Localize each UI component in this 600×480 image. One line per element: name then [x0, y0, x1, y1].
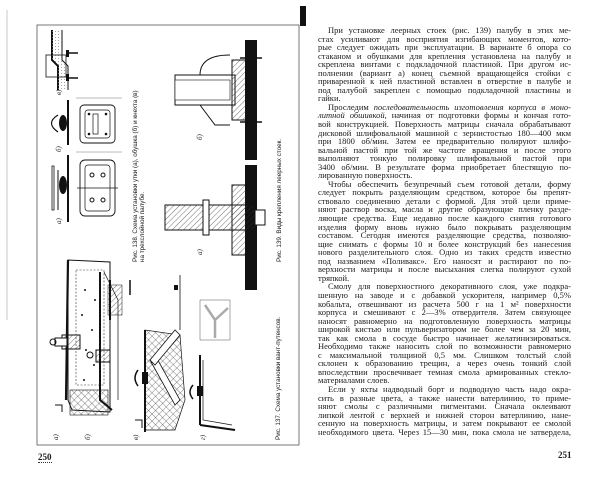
- italic-text: литной обшивкой: [318, 110, 385, 121]
- page-number-left: 250: [38, 452, 52, 462]
- text-line: Необходимо также наносить слой по возможности равномерно: [318, 341, 571, 352]
- fig139-variant-b: [175, 40, 262, 160]
- text-line: материалами слоев.: [318, 375, 390, 386]
- text-line: Если у яхты надводный борт и подводную часть надо окра-: [328, 383, 571, 394]
- fig137-caption: Рис. 137. Схема установки вант-путенсов.: [275, 316, 282, 440]
- text-line: так как смола в сосуде быстро начинает желатинизироваться.: [318, 332, 571, 343]
- text-segment: , начиная от подготовки формы и кончая гото-: [384, 110, 571, 121]
- fig138-variant-v: [46, 30, 78, 90]
- text-line: скреплена винтами с подкладочной пластиной. При другом ис-: [318, 59, 571, 70]
- text-line: следует покрыть разделяющим средством, которое бы препят-: [318, 187, 571, 198]
- text-line: стаканом и обушками для крепления установлена на палубу и: [318, 50, 571, 61]
- fig137-variant-g: [190, 355, 235, 430]
- text-line: сить в разные цвета, а также нанести ватерлинию, то приме-: [318, 392, 571, 403]
- text-segment: Проследим: [328, 101, 374, 112]
- text-line: 3400 об/мин. В результате форма приобретает блестящую по-: [318, 161, 571, 172]
- text-line: необходимого цвета. Через 15—30 мин, пока смола не затвердела,: [318, 426, 571, 437]
- fig138-label-v: в): [55, 89, 63, 95]
- text-line: наносят равномерно на подготовленную поверхность матрицы: [318, 315, 571, 326]
- text-line: нового разделительного слоя. Одно из таких средств известно: [318, 247, 571, 258]
- text-line: составом. Сегодня имеются разделяющие средства, позволяю-: [318, 230, 571, 241]
- fig137-label-a: а): [52, 434, 60, 440]
- text-line: с максимальной толщиной 0,5 мм. Слишком толстый слой: [318, 349, 571, 360]
- text-line: кобальта, отвешивают из расчета 500 г на 1 м² поверхности: [318, 298, 571, 309]
- text-line: рые следует ожидать при эксплуатации. В варианте б опора со: [318, 42, 571, 53]
- fig137-variant-v: [135, 330, 185, 432]
- text-line: няют раствор воска, масла и другие образующие пленку разде-: [318, 204, 571, 215]
- fig137-label-v: в): [132, 434, 140, 440]
- text-line: при 1800 об/мин. Затем ее предварительно полируют шлифо-: [318, 136, 571, 147]
- text-line: ляющие средства. Еще недавно после каждого снятия готового: [318, 213, 571, 224]
- text-line: корпуса и смешивают с 2—3% отвердителя. Затем связующее: [318, 307, 571, 318]
- italic-text: последовательность изготовления корпуса в моно-: [373, 101, 571, 112]
- text-line: шенную на заводе и с добавкой ускорителя, например 0,5%: [318, 289, 571, 300]
- fig137-detail: [108, 275, 230, 340]
- right-page: [300, 0, 600, 475]
- text-line: широкой кистью или пульверизатором не более чем за 20 мин,: [318, 324, 571, 335]
- text-line: гайки.: [318, 93, 341, 104]
- body-text: [318, 26, 571, 436]
- fig138-variant-a: [52, 155, 118, 222]
- text-line: впоследствии просвечивает темная смола армированных стекло-: [318, 366, 571, 377]
- text-line: вальной пастой при той же частоте вращения и после этого: [318, 144, 571, 155]
- spine-mark: [300, 6, 306, 26]
- text-line: При установке леерных стоек (рис. 139) палубу в этих ме-: [328, 25, 571, 35]
- text-line: дисковой шлифовальной машиной с зернистостью 180—400 мкм: [318, 127, 571, 138]
- fig139-caption: Рис. 139. Виды крепления леерных стоек.: [276, 138, 283, 262]
- fig138-label-a: а): [55, 218, 63, 224]
- text-line: ствовало соединению детали с формой. Для этой цели приме-: [318, 195, 571, 206]
- figure-139: [165, 40, 283, 290]
- text-line: Чтобы обеспечить безупречный съем готовой детали, форму: [328, 178, 571, 189]
- fig139-label-a: а): [196, 249, 204, 255]
- fig139-label-b: б): [196, 134, 204, 140]
- text-line: вой конструкцией. Поверхность матрицы сначала обрабатывают: [318, 119, 571, 130]
- fig138-caption-line2: на трехслойной палубе.: [139, 191, 146, 262]
- fig138-caption-line1: Рис. 138. Схема установки утки (а), обушка (б) и кнехта (в): [132, 90, 139, 262]
- page-number-right: 251: [558, 450, 572, 460]
- text-line: верхности матрицы и после высыхания слегка полируют сухой: [318, 264, 571, 275]
- text-line: щие снимать с формы 10 и более конструкций без нанесения: [318, 238, 571, 249]
- text-line: няют смолы с различными пигментами. Сначала оклеивают: [318, 401, 571, 412]
- fig137-label-b: б): [84, 434, 92, 440]
- text-line: под названием «Поливакс». Его наносят и растирают по по-: [318, 255, 571, 266]
- fig138-variant-b: [52, 100, 116, 145]
- text-line: тряпкой.: [318, 272, 350, 283]
- fig137-label-g: г): [199, 434, 207, 440]
- text-line: изделия форму вновь нужно было покрывать разделяющим: [318, 221, 571, 232]
- text-line: сенную на поверхность матрицы, и затем покрывают ее смолой: [318, 418, 571, 429]
- figure-138: [46, 30, 146, 262]
- fig139-variant-a: [165, 165, 265, 290]
- figures-panel: [0, 0, 300, 475]
- text-line: выполняют тонкую полировку шлифовальной пастой при: [318, 153, 571, 164]
- text-line: липкой лентой с верхней и нижней сторон ватерлинию, нане-: [318, 409, 571, 420]
- text-line: склонен к образованию трещин, а через очень тонкий слой: [318, 358, 571, 369]
- text-line: полнении (вариант а) конец съемной вращающейся стойки с: [318, 67, 571, 78]
- left-page: [0, 0, 300, 475]
- text-line: стах усиливают для восприятия изгибающих моментов, кото-: [318, 33, 571, 44]
- text-line: приваренной к ней пластиной вставлен в отверстие в палубе и: [318, 76, 571, 87]
- text-line: Смолу для поверхностного декоративного слоя, уже подкра-: [328, 281, 571, 292]
- fig138-label-b: б): [55, 146, 63, 152]
- text-line: под палубой закреплен с помощью подкладочной пластины и: [318, 84, 571, 95]
- text-line: лированную поверхность.: [318, 170, 413, 181]
